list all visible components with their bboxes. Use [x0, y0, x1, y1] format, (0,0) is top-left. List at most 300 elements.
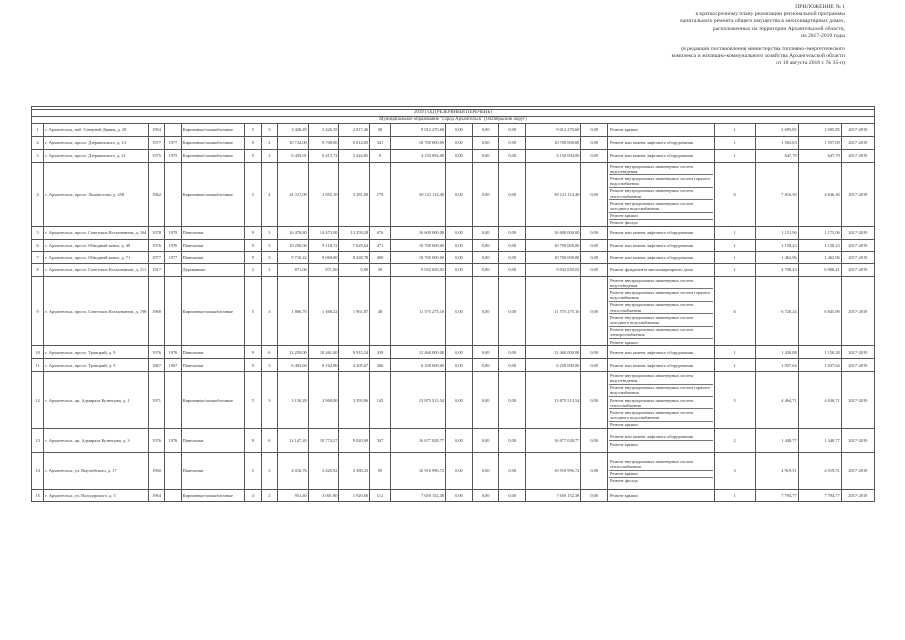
work-type-item: Ремонт внутридомовых инженерных систем электроснабжения: [609, 327, 713, 339]
work-type-item: Ремонт внутридомовых инженерных систем холодного водоснабжения: [609, 200, 713, 212]
works-count-cell: 1: [714, 346, 755, 359]
year-commissioned-cell: [165, 124, 181, 137]
unit-cost-cell: 6 720,24: [755, 277, 798, 346]
works-count-cell: 1: [714, 124, 755, 137]
floors-cell: 9: [245, 150, 261, 163]
entrances-cell: 3: [261, 277, 277, 346]
limit-cost-cell: 1 150,28: [798, 346, 841, 359]
row-number-cell: 1: [32, 124, 44, 137]
year-commissioned-cell: 1977: [165, 137, 181, 150]
premises-area-cell: 3 420,82: [308, 453, 339, 490]
row-number-cell: 4: [32, 163, 44, 227]
works-count-cell: 1: [714, 227, 755, 240]
total-area-cell: 951,40: [277, 490, 308, 502]
year-built-cell: 1971: [148, 372, 164, 429]
residential-area-cell: 8 448,78: [339, 252, 370, 264]
work-type-item: Ремонт фундамента многоквартирного дома: [610, 267, 693, 273]
table-row: [32, 137, 875, 150]
limit-cost-cell: 1 037,64: [798, 359, 841, 372]
work-type-item: Ремонт крыши: [610, 127, 638, 133]
residential-area-cell: 8 915,24: [339, 346, 370, 359]
owner-funds-cell: 10 700 000,00: [526, 252, 581, 264]
premises-area-cell: 10 461,00: [308, 346, 339, 359]
address-cell: г. Архангельск, просп. Ломоносова, д. 258: [44, 163, 149, 227]
other-funds-cell: 0,00: [581, 252, 608, 264]
row-number-cell: 7: [32, 252, 44, 264]
address-cell: г. Архангельск, наб. Северной Двины, д. 29: [44, 124, 149, 137]
floors-cell: 9: [245, 252, 261, 264]
year-built-cell: 1977: [148, 252, 164, 264]
regional-funds-cell: 0,00: [472, 490, 499, 502]
municipal-funds-cell: 0,00: [499, 429, 526, 453]
table-title: 2019 ГОД (РЕЗЕРВНЫЙ ПЕРЕЧЕНЬ): [32, 110, 875, 117]
year-built-cell: 1954: [148, 124, 164, 137]
unit-cost-cell: 1 462,96: [755, 252, 798, 264]
planned-term-cell: 2017-2019: [841, 240, 874, 252]
other-funds-cell: 0,00: [581, 150, 608, 163]
owner-funds-cell: 9 032 650,02: [526, 264, 581, 277]
works-cell: [608, 264, 715, 277]
regional-funds-cell: 0,00: [472, 264, 499, 277]
work-type-item: Ремонт крыши: [610, 339, 638, 345]
table-row: [32, 372, 875, 429]
regional-funds-cell: 0,00: [472, 252, 499, 264]
floors-cell: 9: [245, 359, 261, 372]
total-cost-cell: 16 677 028,77: [390, 429, 445, 453]
table-row: [32, 252, 875, 264]
residential-area-cell: 8 020,69: [339, 429, 370, 453]
wall-material-cell: Кирпичные/шлакоблочные: [181, 490, 245, 502]
planned-term-cell: 2017-2019: [841, 252, 874, 264]
residential-area-cell: 3 281,00: [339, 163, 370, 227]
floors-cell: 5: [245, 453, 261, 490]
entrances-cell: 2: [261, 137, 277, 150]
work-type-item: Ремонт или замена лифтового оборудования: [610, 362, 693, 368]
works-cell: [608, 137, 715, 150]
municipal-funds-cell: 0,00: [499, 453, 526, 490]
address-cell: г. Архангельск, ул. Выучейского, д. 17: [44, 453, 149, 490]
total-cost-cell: 10 700 000,00: [390, 252, 445, 264]
wall-material-cell: Панельные: [181, 252, 245, 264]
table-row: [32, 346, 875, 359]
works-count-cell: 6: [714, 163, 755, 227]
total-cost-cell: 6 258 000,00: [390, 359, 445, 372]
planned-term-cell: 2017-2019: [841, 490, 874, 502]
owner-funds-cell: 6 258 000,00: [526, 359, 581, 372]
total-area-cell: 10 250,00: [277, 240, 308, 252]
table-row: [32, 453, 875, 490]
regional-funds-cell: 0,00: [472, 346, 499, 359]
total-cost-cell: 30 121 114,40: [390, 163, 445, 227]
federal-funds-cell: 0,00: [446, 372, 473, 429]
work-type-item: Ремонт внутридомовых инженерных систем теплоснабжения: [609, 397, 713, 409]
total-cost-cell: 10 700 000,00: [390, 137, 445, 150]
work-type-item: Ремонт внутридомовых инженерных систем горячего водоснабжения: [609, 289, 713, 301]
entrances-cell: 5: [261, 252, 277, 264]
total-area-cell: 9 710,42: [277, 252, 308, 264]
header-line: ПРИЛОЖЕНИЕ № 1: [795, 4, 845, 10]
residential-area-cell: 5 444,85: [339, 150, 370, 163]
limit-cost-cell: 1 448,77: [798, 429, 841, 453]
unit-cost-cell: 7 816,50: [755, 163, 798, 227]
total-area-cell: 12 250,00: [277, 346, 308, 359]
other-funds-cell: 0,00: [581, 240, 608, 252]
total-area-cell: 1 866,70: [277, 277, 308, 346]
residential-area-cell: 1 961,87: [339, 277, 370, 346]
municipality-heading: Муниципальное образование "Город Архангельск" (Октябрьский округ): [32, 117, 875, 124]
year-commissioned-cell: [165, 264, 181, 277]
regional-funds-cell: 0,00: [472, 137, 499, 150]
owner-funds-cell: 16 677 028,77: [526, 429, 581, 453]
approval-header: [525, 4, 845, 68]
year-built-cell: 1962: [148, 163, 164, 227]
residential-area-cell: 2 380,25: [339, 453, 370, 490]
total-area-cell: 3 150,28: [277, 372, 308, 429]
total-cost-cell: 11 575 275,16: [390, 277, 445, 346]
works-cell: [608, 346, 715, 359]
limit-cost-cell: 647,79: [798, 150, 841, 163]
works-cell: [608, 252, 715, 264]
other-funds-cell: 0,00: [581, 429, 608, 453]
owner-funds-cell: 9 012 270,60: [526, 124, 581, 137]
planned-term-cell: 2017-2019: [841, 150, 874, 163]
residents-cell: 145: [370, 372, 391, 429]
regional-funds-cell: 0,00: [472, 124, 499, 137]
residential-area-cell: 13 259,28: [339, 227, 370, 240]
other-funds-cell: 0,00: [581, 346, 608, 359]
work-type-item: Ремонт или замена лифтового оборудования: [610, 242, 693, 248]
row-number-cell: 14: [32, 453, 44, 490]
unit-cost-cell: 1 448,77: [755, 429, 798, 453]
other-funds-cell: 0,00: [581, 163, 608, 227]
total-cost-cell: 9 032 650,02: [390, 264, 445, 277]
residents-cell: 471: [370, 240, 391, 252]
floors-cell: 9: [245, 240, 261, 252]
residents-cell: 38: [370, 124, 391, 137]
year-built-cell: 1976: [148, 240, 164, 252]
regional-funds-cell: 0,00: [472, 453, 499, 490]
total-area-cell: 871,00: [277, 264, 308, 277]
year-commissioned-cell: 1976: [165, 429, 181, 453]
unit-cost-cell: 1 037,64: [755, 359, 798, 372]
works-count-cell: 1: [714, 240, 755, 252]
table-row: [32, 359, 875, 372]
federal-funds-cell: 0,00: [446, 490, 473, 502]
limit-cost-cell: 1 557,69: [798, 137, 841, 150]
address-cell: г. Архангельск, просп. Обводный канал, д. 71: [44, 252, 149, 264]
year-built-cell: 1977: [148, 137, 164, 150]
entrances-cell: 3: [261, 359, 277, 372]
residential-area-cell: 7 629,64: [339, 240, 370, 252]
municipal-funds-cell: 0,00: [499, 359, 526, 372]
unit-cost-cell: 1 430,08: [755, 346, 798, 359]
unit-cost-cell: 4 464,71: [755, 372, 798, 429]
wall-material-cell: Панельные: [181, 359, 245, 372]
other-funds-cell: 0,00: [581, 264, 608, 277]
row-number-cell: 3: [32, 150, 44, 163]
floors-cell: 9: [245, 346, 261, 359]
total-area-cell: 4 016,76: [277, 453, 308, 490]
capital-repair-table: [31, 106, 875, 502]
residential-area-cell: 0,00: [339, 264, 370, 277]
floors-cell: 5: [245, 163, 261, 227]
work-type-item: Ремонт внутридомовых инженерных систем водоотведения: [609, 277, 713, 289]
table-row: [32, 277, 875, 346]
table-row: [32, 124, 875, 137]
premises-area-cell: 3 426,35: [308, 124, 339, 137]
premises-area-cell: 14 473,00: [308, 227, 339, 240]
total-cost-cell: 4 150 094,00: [390, 150, 445, 163]
address-cell: г. Архангельск, просп. Дзержинского, д. 21: [44, 150, 149, 163]
total-area-cell: 16 470,80: [277, 227, 308, 240]
federal-funds-cell: 0,00: [446, 346, 473, 359]
wall-material-cell: Кирпичные/шлакоблочные: [181, 163, 245, 227]
table-row: [32, 429, 875, 453]
entrances-cell: 2: [261, 490, 277, 502]
work-type-item: Ремонт фасада: [610, 478, 638, 484]
residents-cell: 400: [370, 252, 391, 264]
works-count-cell: 3: [714, 453, 755, 490]
federal-funds-cell: 0,00: [446, 150, 473, 163]
work-type-item: Ремонт внутридомовых инженерных систем горячего водоснабжения: [609, 385, 713, 397]
other-funds-cell: 0,00: [581, 372, 608, 429]
year-built-cell: 1975: [148, 150, 164, 163]
year-commissioned-cell: 1967: [165, 359, 181, 372]
works-count-cell: 1: [714, 359, 755, 372]
work-type-item: Ремонт внутридомовых инженерных систем теплоснабжения: [609, 458, 713, 470]
other-funds-cell: 0,00: [581, 453, 608, 490]
row-number-cell: 8: [32, 264, 44, 277]
year-commissioned-cell: 1976: [165, 240, 181, 252]
wall-material-cell: Кирпичные/шлакоблочные: [181, 150, 245, 163]
table-row: [32, 150, 875, 163]
federal-funds-cell: 0,00: [446, 429, 473, 453]
limit-cost-cell: 1 462,96: [798, 252, 841, 264]
owner-funds-cell: 4 150 094,00: [526, 150, 581, 163]
municipal-funds-cell: 0,00: [499, 490, 526, 502]
entrances-cell: 2: [261, 264, 277, 277]
federal-funds-cell: 0,00: [446, 124, 473, 137]
floors-cell: 2: [245, 264, 261, 277]
owner-funds-cell: 11 575 275,16: [526, 277, 581, 346]
municipal-funds-cell: 0,00: [499, 346, 526, 359]
planned-term-cell: 2017-2019: [841, 227, 874, 240]
federal-funds-cell: 0,00: [446, 227, 473, 240]
works-count-cell: 1: [714, 150, 755, 163]
wall-material-cell: Деревянные: [181, 264, 245, 277]
wall-material-cell: Панельные: [181, 429, 245, 453]
year-commissioned-cell: [165, 277, 181, 346]
owner-funds-cell: 12 460 000,00: [526, 346, 581, 359]
premises-area-cell: 3 001,80: [308, 490, 339, 502]
owner-funds-cell: 7 650 152,38: [526, 490, 581, 502]
works-cell: [608, 240, 715, 252]
planned-term-cell: 2017-2019: [841, 429, 874, 453]
municipal-funds-cell: 0,00: [499, 227, 526, 240]
federal-funds-cell: 0,00: [446, 137, 473, 150]
premises-area-cell: 6 415,72: [308, 150, 339, 163]
work-type-item: Ремонт крыши: [609, 471, 713, 478]
works-cell: [608, 227, 715, 240]
works-count-cell: 2: [714, 429, 755, 453]
works-count-cell: 1: [714, 137, 755, 150]
premises-area-cell: 871,00: [308, 264, 339, 277]
year-built-cell: 1968: [148, 277, 164, 346]
planned-term-cell: 2017-2019: [841, 163, 874, 227]
works-cell: [608, 163, 715, 227]
unit-cost-cell: 4 790,43: [755, 264, 798, 277]
floors-cell: 4: [245, 490, 261, 502]
row-number-cell: 2: [32, 137, 44, 150]
total-area-cell: 10 724,00: [277, 137, 308, 150]
other-funds-cell: 0,00: [581, 277, 608, 346]
federal-funds-cell: 0,00: [446, 264, 473, 277]
works-count-cell: 1: [714, 490, 755, 502]
owner-funds-cell: 10 700 000,00: [526, 240, 581, 252]
row-number-cell: 10: [32, 346, 44, 359]
unit-cost-cell: 1 151,96: [755, 227, 798, 240]
total-area-cell: 3 426,49: [277, 124, 308, 137]
work-type-item: Ремонт крыши: [610, 492, 638, 498]
regional-funds-cell: 0,00: [472, 150, 499, 163]
planned-term-cell: 2017-2019: [841, 346, 874, 359]
premises-area-cell: 9 708,00: [308, 137, 339, 150]
planned-term-cell: 2017-2019: [841, 359, 874, 372]
total-area-cell: 6 403,60: [277, 359, 308, 372]
residential-area-cell: 1 920,60: [339, 490, 370, 502]
other-funds-cell: 0,00: [581, 490, 608, 502]
entrances-cell: 6: [261, 346, 277, 359]
owner-funds-cell: 13 875 513,54: [526, 372, 581, 429]
year-built-cell: 1978: [148, 227, 164, 240]
residents-cell: 179: [370, 163, 391, 227]
residents-cell: 341: [370, 137, 391, 150]
floors-cell: 9: [245, 137, 261, 150]
work-type-item: Ремонт внутридомовых инженерных систем теплоснабжения: [609, 302, 713, 314]
regional-funds-cell: 0,00: [472, 277, 499, 346]
planned-term-cell: 2017-2019: [841, 277, 874, 346]
work-type-item: Ремонт внутридомовых инженерных систем водоотведения: [609, 163, 713, 175]
wall-material-cell: Панельные: [181, 240, 245, 252]
residential-area-cell: 4 205,67: [339, 359, 370, 372]
floors-cell: 5: [245, 372, 261, 429]
entrances-cell: 5: [261, 227, 277, 240]
work-type-item: Ремонт фасада: [610, 220, 638, 226]
planned-term-cell: 2017-2019: [841, 124, 874, 137]
year-built-cell: 1960: [148, 453, 164, 490]
header-line: капитального ремонта общего имущества в многоквартирных домах,: [680, 18, 845, 25]
owner-funds-cell: 16 600 000,00: [526, 227, 581, 240]
address-cell: г. Архангельск, просп. Советских Космонавтов, д. 111: [44, 264, 149, 277]
work-type-item: Ремонт или замена лифтового оборудования: [610, 140, 693, 146]
federal-funds-cell: 0,00: [446, 252, 473, 264]
year-commissioned-cell: 1975: [165, 150, 181, 163]
table-row: [32, 227, 875, 240]
year-commissioned-cell: [165, 453, 181, 490]
work-type-item: Ремонт крыши: [609, 213, 713, 220]
works-cell: [608, 277, 715, 346]
premises-area-cell: 10 774,27: [308, 429, 339, 453]
row-number-cell: 11: [32, 359, 44, 372]
unit-cost-cell: 1 158,23: [755, 240, 798, 252]
works-cell: [608, 429, 715, 453]
premises-area-cell: 3 855,10: [308, 163, 339, 227]
header-note-line: комплекса и жилищно-коммунального хозяйства Архангельской области: [671, 53, 845, 60]
owner-funds-cell: 16 910 996,72: [526, 453, 581, 490]
residential-area-cell: 2 817,46: [339, 124, 370, 137]
limit-cost-cell: 4 636,30: [798, 163, 841, 227]
address-cell: г. Архангельск, просп. Советских Космонавтов, д. 198: [44, 277, 149, 346]
unit-cost-cell: 2 695,85: [755, 124, 798, 137]
total-area-cell: 41 117,00: [277, 163, 308, 227]
limit-cost-cell: 6 906,41: [798, 264, 841, 277]
table-row: [32, 240, 875, 252]
residents-cell: 676: [370, 227, 391, 240]
year-built-cell: 1976: [148, 429, 164, 453]
total-cost-cell: 10 700 000,00: [390, 240, 445, 252]
year-built-cell: 1964: [148, 490, 164, 502]
work-type-item: Ремонт или замена лифтового оборудования: [610, 349, 693, 355]
row-number-cell: 5: [32, 227, 44, 240]
year-commissioned-cell: 1976: [165, 346, 181, 359]
limit-cost-cell: 6 845,89: [798, 277, 841, 346]
year-commissioned-cell: 1977: [165, 252, 181, 264]
year-built-cell: 1917: [148, 264, 164, 277]
total-area-cell: 6 459,01: [277, 150, 308, 163]
total-cost-cell: 12 460 000,00: [390, 346, 445, 359]
other-funds-cell: 0,00: [581, 137, 608, 150]
residential-area-cell: 6 814,85: [339, 137, 370, 150]
residential-area-cell: 3 593,86: [339, 372, 370, 429]
work-type-item: Ремонт крыши: [610, 422, 638, 428]
row-number-cell: 15: [32, 490, 44, 502]
works-cell: [608, 453, 715, 490]
premises-area-cell: 2 968,00: [308, 372, 339, 429]
work-type-item: Ремонт или замена лифтового оборудования: [609, 434, 713, 441]
works-count-cell: 5: [714, 372, 755, 429]
wall-material-cell: Кирпичные/шлакоблочные: [181, 277, 245, 346]
header-line: расположенных на территории Архангельской области,: [712, 25, 845, 32]
municipal-funds-cell: 0,00: [499, 137, 526, 150]
entrances-cell: 5: [261, 240, 277, 252]
address-cell: г. Архангельск, просп. Обводный канал, д. 49: [44, 240, 149, 252]
federal-funds-cell: 0,00: [446, 163, 473, 227]
table-row: [32, 163, 875, 227]
residents-cell: 0: [370, 150, 391, 163]
planned-term-cell: 2017-2019: [841, 137, 874, 150]
table-row: [32, 264, 875, 277]
municipal-funds-cell: 0,00: [499, 264, 526, 277]
address-cell: г. Архангельск, просп. Троицкий, д. 5: [44, 359, 149, 372]
municipal-funds-cell: 0,00: [499, 240, 526, 252]
municipal-funds-cell: 0,00: [499, 150, 526, 163]
wall-material-cell: Кирпичные/шлакоблочные: [181, 372, 245, 429]
entrances-cell: 3: [261, 372, 277, 429]
limit-cost-cell: 7 794,77: [798, 490, 841, 502]
total-cost-cell: 13 875 513,54: [390, 372, 445, 429]
works-count-cell: 6: [714, 277, 755, 346]
address-cell: г. Архангельск, пр. Адмирала Кузнецова, д. 3: [44, 429, 149, 453]
entrances-cell: 3: [261, 124, 277, 137]
total-area-cell: 12 147,20: [277, 429, 308, 453]
address-cell: г. Архангельск, просп. Советских Космонавтов, д. 164: [44, 227, 149, 240]
year-commissioned-cell: [165, 372, 181, 429]
table-row: [32, 490, 875, 502]
row-number-cell: 6: [32, 240, 44, 252]
municipal-funds-cell: 0,00: [499, 124, 526, 137]
municipal-funds-cell: 0,00: [499, 277, 526, 346]
year-commissioned-cell: 1979: [165, 227, 181, 240]
